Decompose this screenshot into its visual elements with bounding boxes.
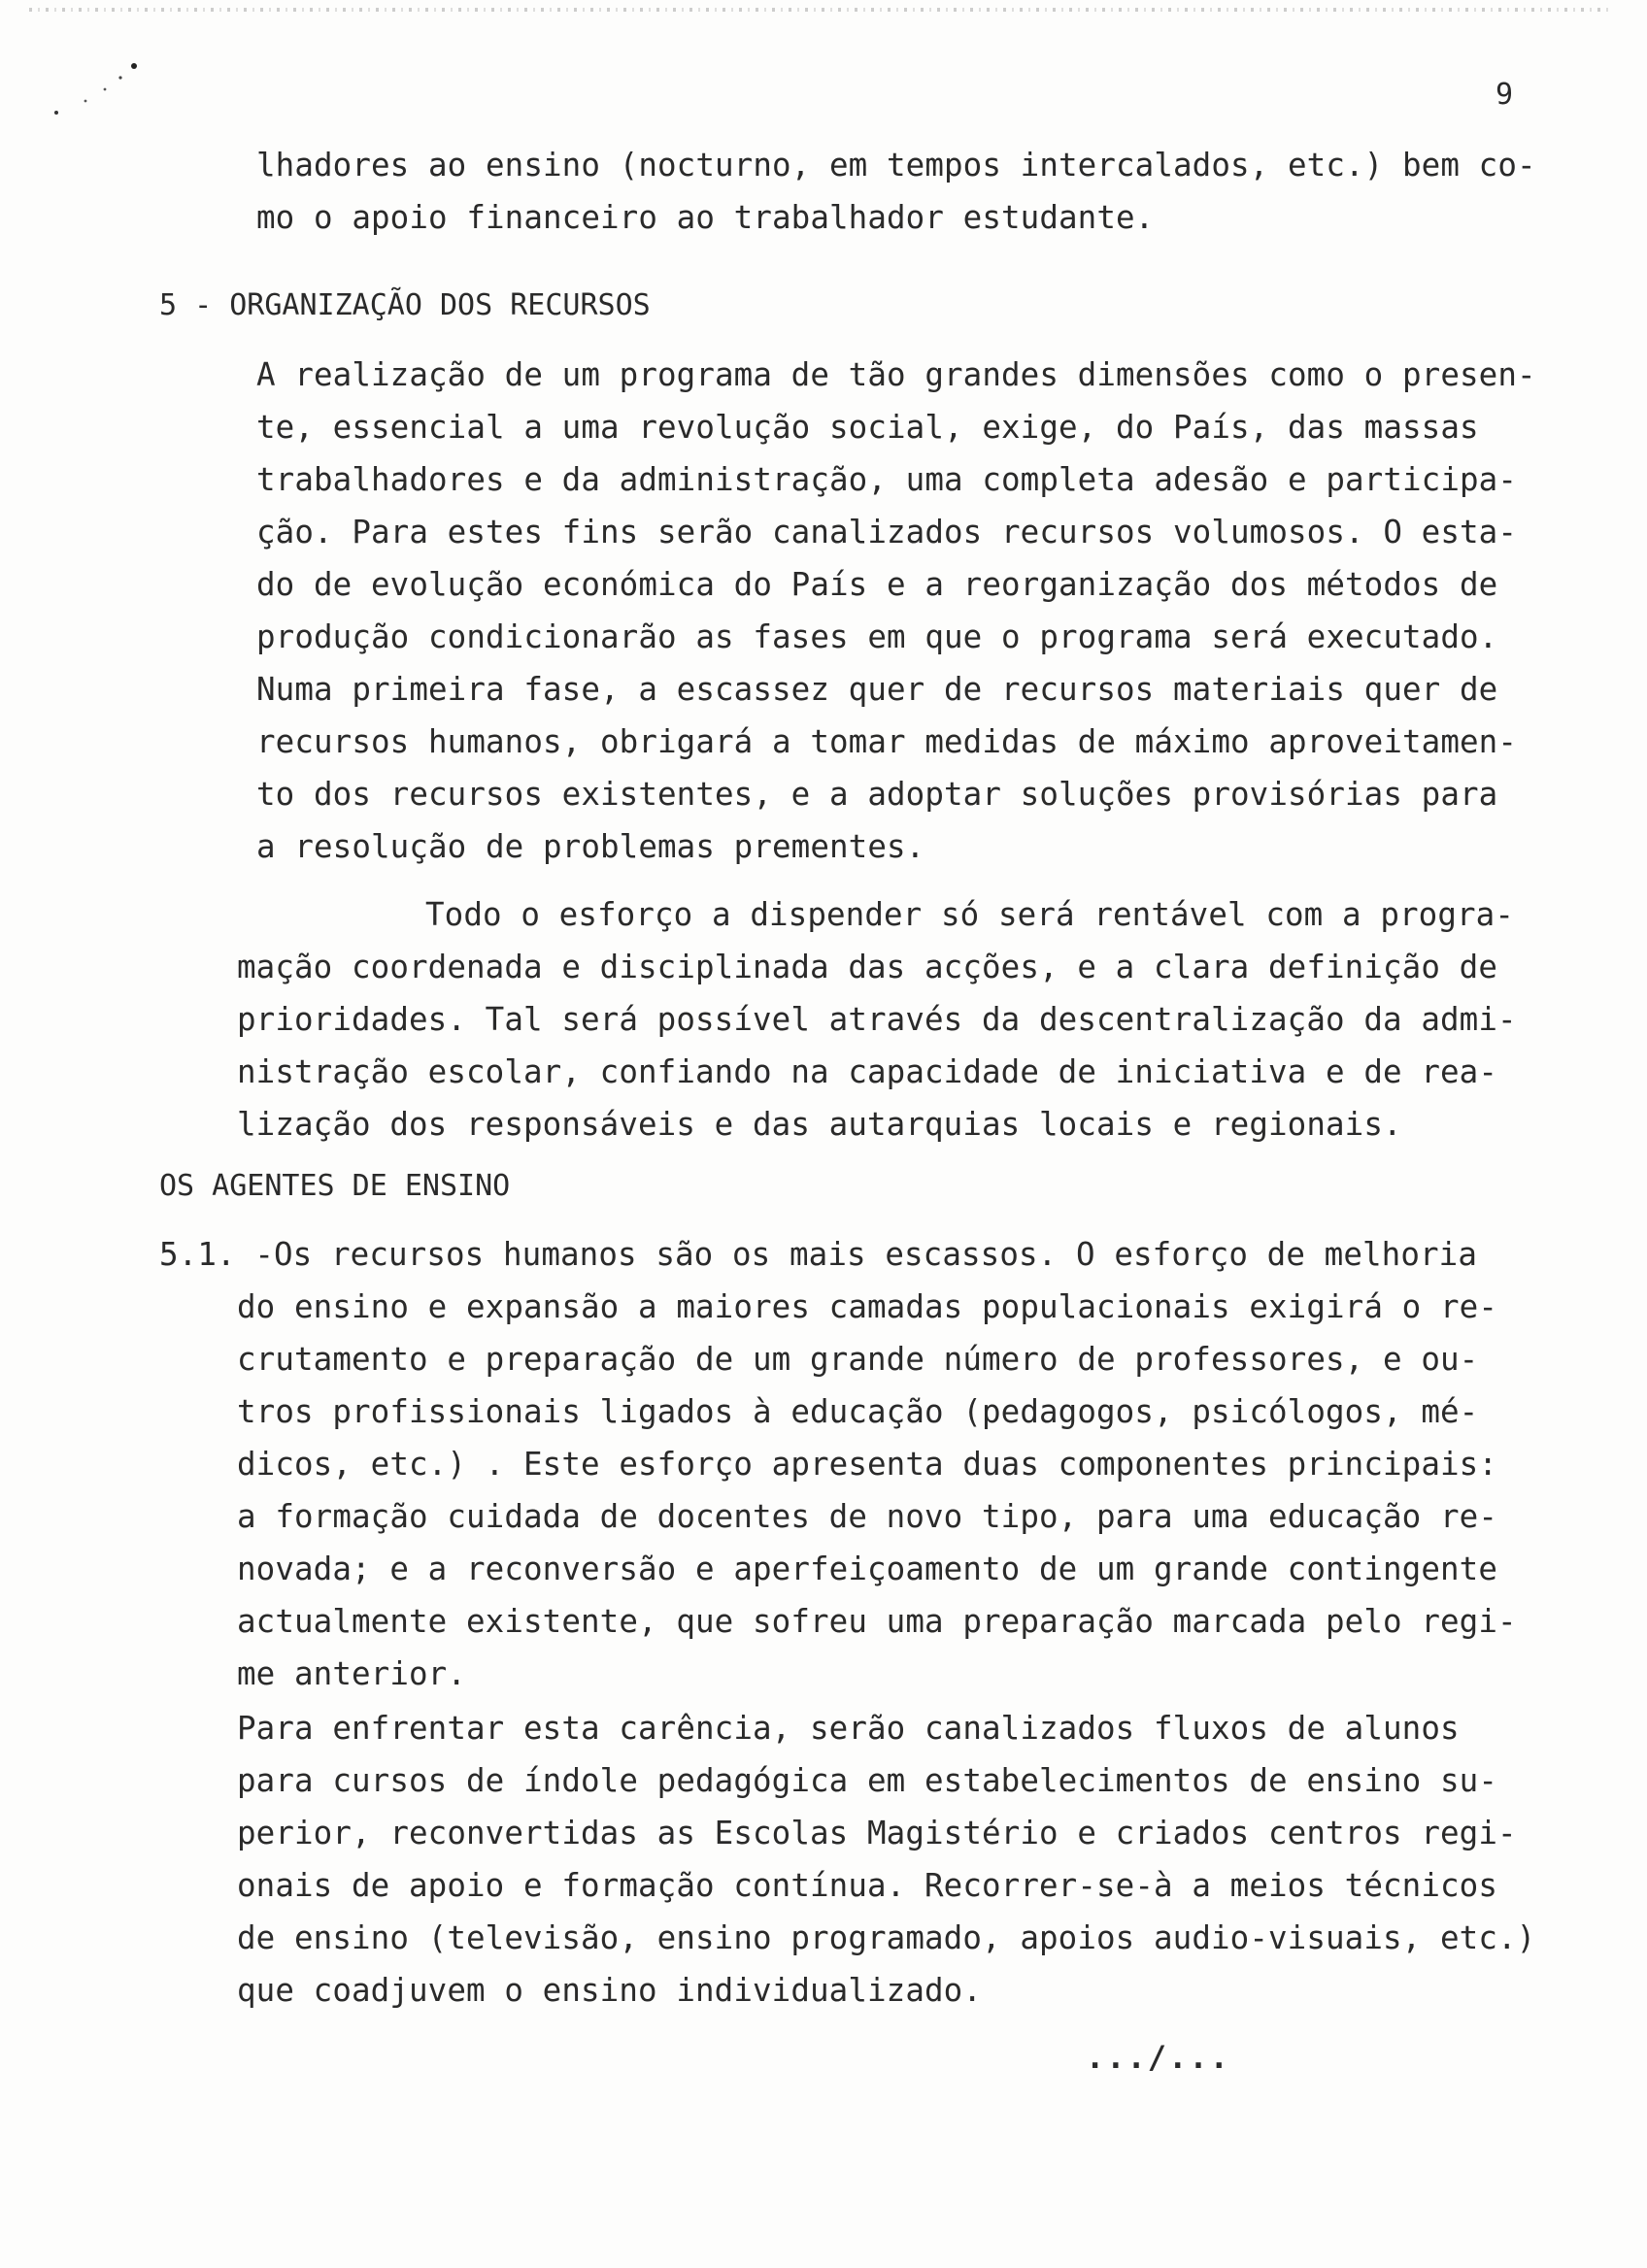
text-line: novada; e a reconversão e aperfeiçoamento de um grande contingente	[237, 1551, 1497, 1587]
text-line: para cursos de índole pedagógica em estabelecimentos de ensino su-	[237, 1762, 1497, 1799]
text-line: ção. Para estes fins serão canalizados recursos volumosos. O esta-	[256, 514, 1517, 550]
text-line: a formação cuidada de docentes de novo tipo, para uma educação re-	[237, 1498, 1497, 1535]
text-line: lhadores ao ensino (nocturno, em tempos intercalados, etc.) bem co-	[256, 147, 1536, 183]
text-line: actualmente existente, que sofreu uma preparação marcada pelo regi-	[237, 1603, 1517, 1640]
text-line: onais de apoio e formação contínua. Recorrer-se-à a meios técnicos	[237, 1867, 1497, 1904]
text-line: tros profissionais ligados à educação (pedagogos, psicólogos, mé-	[237, 1393, 1479, 1430]
continuation-mark: .../...	[1086, 2039, 1230, 2076]
text-line: prioridades. Tal será possível através da descentralização da admi-	[237, 1001, 1517, 1038]
scan-artifact	[29, 8, 1612, 12]
text-line: do ensino e expansão a maiores camadas populacionais exigirá o re-	[237, 1288, 1497, 1325]
text-line: nistração escolar, confiando na capacidade de iniciativa e de rea-	[237, 1053, 1497, 1090]
text-line: te, essencial a uma revolução social, exige, do País, das massas	[256, 409, 1479, 446]
scan-speck-marks	[49, 58, 146, 126]
text-line: to dos recursos existentes, e a adoptar soluções provisórias para	[256, 776, 1498, 813]
text-line: mação coordenada e disciplinada das acções, e a clara definição de	[237, 949, 1497, 985]
text-line: crutamento e preparação de um grande número de professores, e ou-	[237, 1341, 1479, 1378]
text-line: do de evolução económica do País e a reorganização dos métodos de	[256, 566, 1498, 603]
text-line: me anterior.	[237, 1655, 466, 1692]
text-line: Numa primeira fase, a escassez quer de recursos materiais quer de	[256, 671, 1498, 708]
text-line: Os recursos humanos são os mais escassos. O esforço de melhoria	[274, 1236, 1477, 1273]
text-line: Todo o esforço a dispender só será rentável com a progra-	[425, 896, 1514, 933]
text-line: A realização de um programa de tão grandes dimensões como o presen-	[256, 356, 1536, 393]
text-line: recursos humanos, obrigará a tomar medidas de máximo aproveitamen-	[256, 723, 1517, 760]
text-line: mo o apoio financeiro ao trabalhador estudante.	[256, 199, 1155, 236]
text-line: perior, reconvertidas as Escolas Magistério e criados centros regi-	[237, 1815, 1517, 1851]
text-line: dicos, etc.) . Este esforço apresenta duas componentes principais:	[237, 1446, 1497, 1483]
section-heading: OS AGENTES DE ENSINO	[159, 1169, 511, 1203]
text-line: trabalhadores e da administração, uma completa adesão e participa-	[256, 461, 1517, 498]
text-line: produção condicionarão as fases em que o programa será executado.	[256, 618, 1498, 655]
item-number: 5.1. -	[159, 1236, 274, 1273]
text-line: que coadjuvem o ensino individualizado.	[237, 1972, 982, 2009]
text-line: Para enfrentar esta carência, serão canalizados fluxos de alunos	[237, 1710, 1460, 1747]
page-number: 9	[1496, 78, 1514, 112]
text-line: de ensino (televisão, ensino programado, apoios audio-visuais, etc.)	[237, 1919, 1536, 1956]
text-line: a resolução de problemas prementes.	[256, 828, 925, 865]
section-heading: 5 - ORGANIZAÇÃO DOS RECURSOS	[159, 288, 651, 322]
text-line: lização dos responsáveis e das autarquias locais e regionais.	[237, 1106, 1402, 1143]
